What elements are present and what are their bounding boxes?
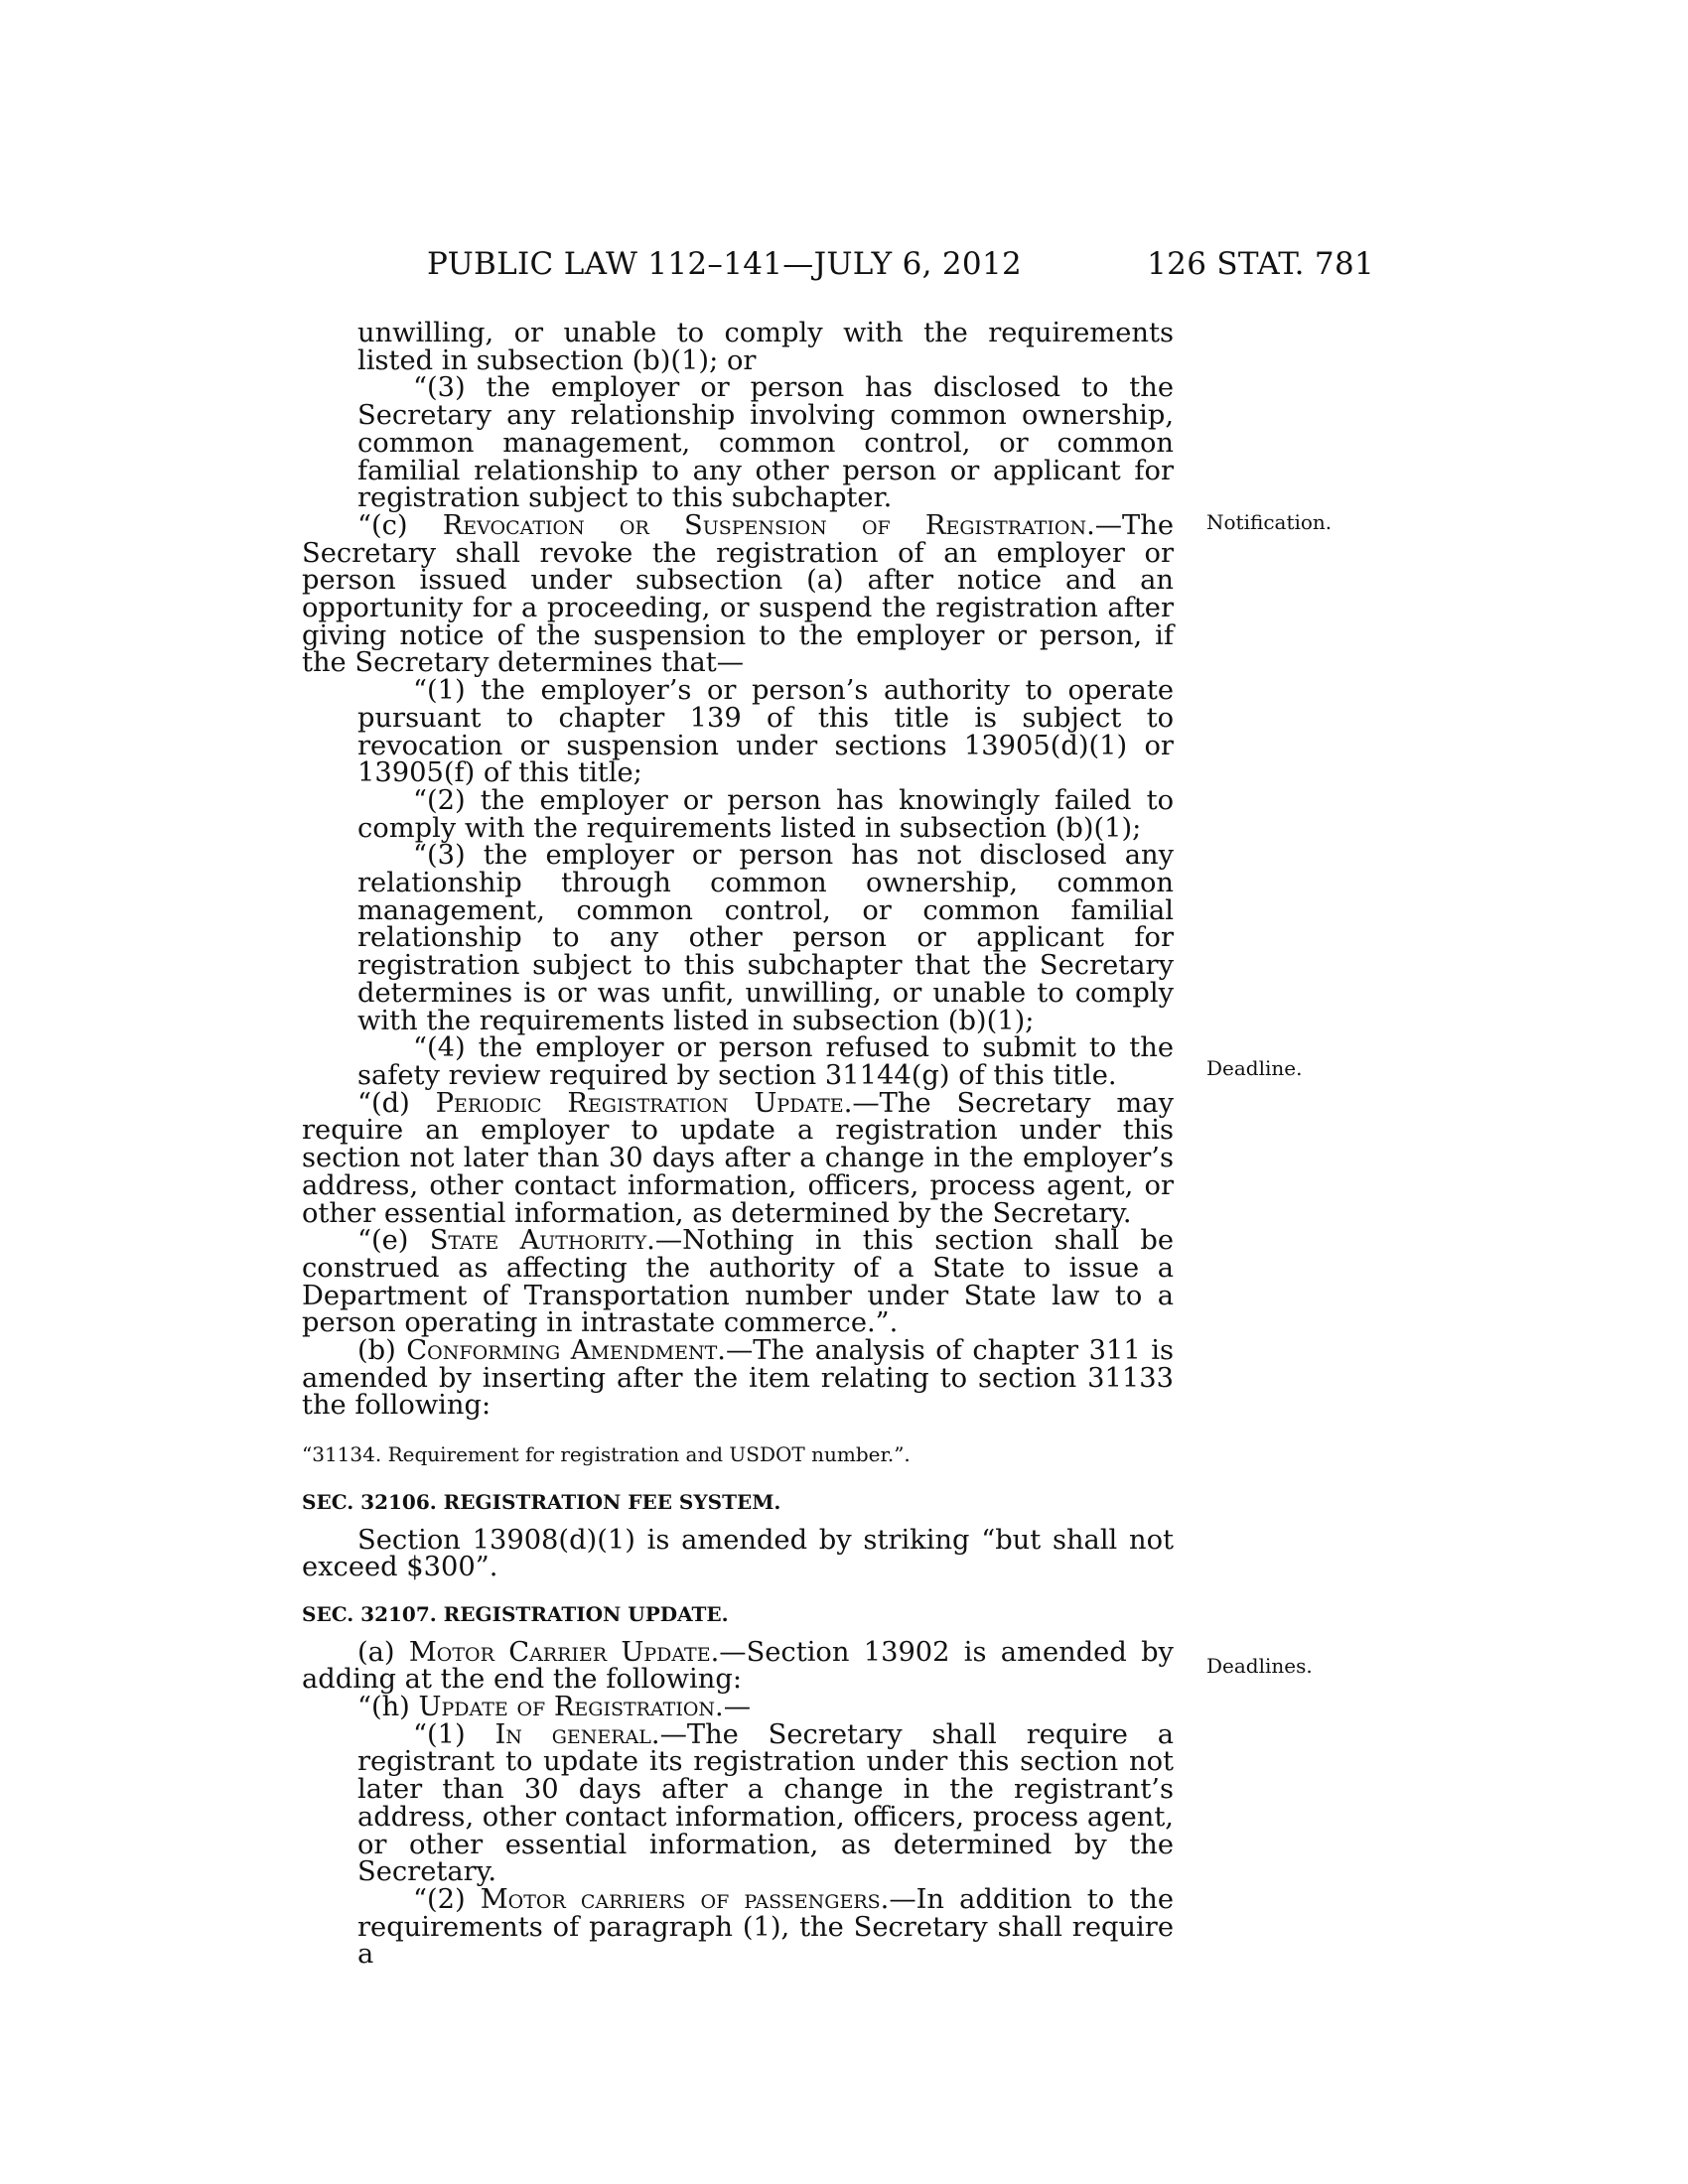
- section-heading: SEC. 32106. REGISTRATION FEE SYSTEM.: [302, 1489, 781, 1514]
- stat-page-number: 126 STAT. 781: [1147, 246, 1374, 282]
- paragraph: “(3) the employer or person has not disclosed any relationship through common ownership, common management, common control, or common familial relationship to any other person or applicant for registration subject to this subchapter that the Secretary determines is or was unfit, unwilling, or unable to comply with the requirements listed in subsection (b)(1);: [357, 840, 1174, 1036]
- subsection-heading: Motor carriers of passengers: [480, 1883, 881, 1915]
- paragraph: “(2) the employer or person has knowingly failed to comply with the requirements listed in subsection (b)(1);: [357, 784, 1174, 844]
- subsection-heading: Conforming Amendment: [406, 1335, 718, 1367]
- margin-note-deadline: Deadline.: [1206, 1056, 1303, 1080]
- paragraph: “(2) Motor carriers of passengers.—In addition to the requirements of paragraph (1), the Secretary shall require a: [357, 1883, 1174, 1971]
- subsection-heading: Motor Carrier Update: [408, 1636, 711, 1668]
- subsection-heading: Periodic Registration Update: [435, 1087, 844, 1119]
- page-body: [302, 320, 1174, 1969]
- paragraph: (a) Motor Carrier Update.—Section 13902 is amended by adding at the end the following:: [302, 1636, 1174, 1696]
- paragraph: “(1) In general.—The Secretary shall require a registrant to update its registration under this section not later than 30 days after a change in the registrant’s address, other contact information, officers, process agent, or other essential information, as determined by the Secretary.: [357, 1718, 1174, 1888]
- subsection-heading: Update of Registration: [418, 1692, 716, 1723]
- margin-note-notification: Notification.: [1206, 510, 1333, 534]
- paragraph: “(3) the employer or person has disclosed to the Secretary any relationship involving common ownership, common management, common control, or common familial relationship to any other person or applicant for registration subject to this subchapter.: [357, 372, 1174, 514]
- page-header: [0, 246, 1688, 286]
- margin-note-deadlines: Deadlines.: [1206, 1654, 1313, 1678]
- subsection-heading: Revocation or Suspension of Registration: [442, 509, 1087, 541]
- paragraph: “(4) the employer or person refused to submit to the safety review required by section 31144(g) of this title.: [357, 1032, 1174, 1091]
- paragraph: “(d) Periodic Registration Update.—The Secretary may require an employer to update a registration under this section not later than 30 days after a change in the employer’s address, other contact information, officers, process agent, or other essential information, as determined by the Secretary.: [302, 1087, 1174, 1229]
- table-of-contents-item: “31134. Requirement for registration and USDOT number.”.: [302, 1442, 911, 1467]
- subsection-heading: In general: [494, 1718, 651, 1750]
- paragraph: “(h) Update of Registration.—: [357, 1692, 752, 1723]
- paragraph: unwilling, or unable to comply with the requirements listed in subsection (b)(1); or: [357, 318, 1174, 376]
- paragraph: “(e) State Authority.—Nothing in this section shall be construed as affecting the authority of a State to issue a Department of Transportation number under State law to a person operating in intrastate commerce.”.: [302, 1225, 1174, 1339]
- paragraph: “(1) the employer’s or person’s authority to operate pursuant to chapter 139 of this title is subject to revocation or suspension under sections 13905(d)(1) or 13905(f) of this title;: [357, 675, 1174, 789]
- paragraph: (b) Conforming Amendment.—The analysis of chapter 311 is amended by inserting after the item relating to section 31133 the following:: [302, 1335, 1174, 1422]
- section-heading: SEC. 32107. REGISTRATION UPDATE.: [302, 1601, 729, 1626]
- paragraph: Section 13908(d)(1) is amended by striking “but shall not exceed $300”.: [302, 1524, 1174, 1583]
- running-head: PUBLIC LAW 112–141—JULY 6, 2012: [427, 246, 1022, 282]
- paragraph: “(c) Revocation or Suspension of Registration.—The Secretary shall revoke the registration of an employer or person issued under subsection (a) after notice and an opportunity for a proceeding, or suspend the registration after giving notice of the suspension to the employer or person, if the Secretary determines that—: [302, 509, 1174, 679]
- subsection-heading: State Authority: [429, 1225, 647, 1257]
